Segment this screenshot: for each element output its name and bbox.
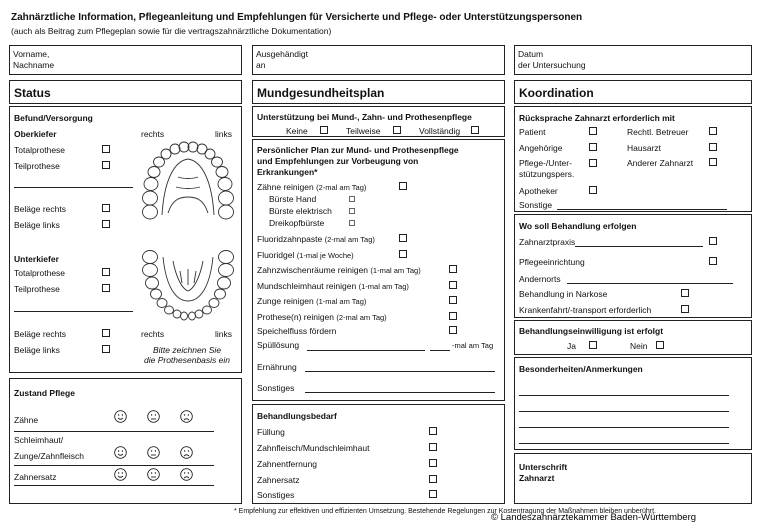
form-title: Zahnärztliche Information, Pflegeanleitung und Empfehlungen für Versicherte und Pflege- oder Unterstützungspersonen: [11, 12, 583, 23]
handed-label-1: Ausgehändigt: [256, 49, 308, 59]
smiley-neutral-icon[interactable]: [147, 446, 160, 459]
uk-belaege-links-checkbox[interactable]: [102, 345, 110, 353]
upper-jaw-diagram[interactable]: [138, 141, 238, 223]
ernaehrung-label: Ernährung: [257, 362, 297, 372]
footer-note: * Empfehlung zur effektiven und effizienten Umsetzung. Bestehende Regelungen zur Kostentragung der Maßnahmen bleiben unberührt.: [234, 508, 656, 515]
wo-andernorts-label: Andernorts: [519, 274, 561, 284]
zustand-schleimhaut-label: Schleimhaut/: [14, 435, 64, 445]
lower-jaw-diagram[interactable]: [138, 249, 238, 321]
speichel-checkbox[interactable]: [449, 326, 457, 334]
date-field[interactable]: [514, 45, 752, 75]
prothesen-label: [257, 312, 387, 323]
support-vollstaendig-label: Vollständig: [419, 126, 461, 136]
smiley-neutral-icon[interactable]: [147, 410, 160, 423]
uk-totalprothese-checkbox[interactable]: [102, 268, 110, 276]
bedarf-zahnfleisch-label: Zahnfleisch/Mundschleimhaut: [257, 443, 370, 453]
fluoridpaste-label: [257, 234, 375, 245]
bedarf-box: [252, 404, 505, 504]
bedarf-zahnersatz-checkbox[interactable]: [429, 475, 437, 483]
zaehne-reinigen-freq: (2-mal am Tag): [316, 183, 367, 192]
date-label-1: Datum: [518, 49, 544, 59]
rueck-angehoerige-checkbox[interactable]: [589, 143, 597, 151]
rueck-apotheker-checkbox[interactable]: [589, 186, 597, 194]
rueck-betreuer-checkbox[interactable]: [709, 127, 717, 135]
befund-heading: Befund/Versorgung: [14, 113, 93, 123]
rueck-sonstige-input[interactable]: [557, 209, 727, 210]
date-label-2: der Untersuchung: [518, 60, 586, 70]
ernaehrung-input[interactable]: [305, 371, 495, 372]
ok-teilprothese-checkbox[interactable]: [102, 161, 110, 169]
zunge-text: Zunge reinigen: [257, 296, 314, 306]
wo-krankenfahrt-checkbox[interactable]: [681, 305, 689, 313]
zaehne-reinigen-text: Zähne reinigen: [257, 182, 314, 192]
plan-title-3: Erkrankungen*: [257, 167, 318, 177]
wo-praxis-checkbox[interactable]: [709, 237, 717, 245]
wo-title: Wo soll Behandlung erfolgen: [519, 221, 637, 231]
einwilligung-box: [514, 320, 752, 355]
zustand-zunge-label: Zunge/Zahnfleisch: [14, 451, 84, 461]
rueck-angehoerige-label: Angehörige: [519, 143, 563, 153]
smiley-happy-icon[interactable]: [114, 468, 127, 481]
uk-teilprothese-label: Teilprothese: [14, 284, 60, 294]
wo-pflegeeinrichtung-checkbox[interactable]: [709, 257, 717, 265]
mundschleimhaut-text: Mundschleimhaut reinigen: [257, 281, 357, 291]
wo-narkose-checkbox[interactable]: [681, 289, 689, 297]
rueck-anderer-checkbox[interactable]: [709, 158, 717, 166]
unterkiefer-heading: Unterkiefer: [14, 254, 59, 264]
fluoridgel-checkbox[interactable]: [399, 250, 407, 258]
drawing-hint-2: die Prothesenbasis ein: [144, 355, 231, 365]
rueck-sonstige-label: Sonstige: [519, 200, 553, 210]
zustand-title: Zustand Pflege: [14, 388, 75, 398]
zunge-label: [257, 296, 366, 307]
bedarf-title: Behandlungsbedarf: [257, 411, 337, 421]
koordination-title-box: [514, 80, 752, 104]
uk-teilprothese-checkbox[interactable]: [102, 284, 110, 292]
rueck-hausarzt-label: Hausarzt: [627, 143, 662, 153]
oberkiefer-heading: Oberkiefer: [14, 129, 57, 139]
uk-belaege-rechts-checkbox[interactable]: [102, 329, 110, 337]
bedarf-sonstiges-checkbox[interactable]: [429, 490, 437, 498]
support-teilweise-label: Teilweise: [346, 126, 381, 136]
buerste-hand-label: Bürste Hand: [269, 194, 317, 204]
zustand-zahnersatz-label: Zahnersatz: [14, 472, 57, 482]
wo-box: [514, 214, 752, 318]
smiley-neutral-icon[interactable]: [147, 468, 160, 481]
besonder-line-3[interactable]: [519, 427, 729, 428]
speichel-label: Speichelfluss fördern: [257, 326, 337, 336]
status-title: Status: [14, 86, 51, 100]
fluoridpaste-checkbox[interactable]: [399, 234, 407, 242]
spuelloesung-freq-input[interactable]: [430, 350, 450, 351]
spuelloesung-input[interactable]: [307, 350, 425, 351]
bedarf-zahnersatz-label: Zahnersatz: [257, 475, 300, 485]
zwischenraeume-text: Zahnzwischenräume reinigen: [257, 265, 369, 275]
copyright: © Landeszahnärztekammer Baden-Württemberg: [491, 512, 697, 523]
ok-belaege-links-label: Beläge links: [14, 220, 60, 230]
bedarf-fuellung-label: Füllung: [257, 427, 285, 437]
name-field[interactable]: [9, 45, 242, 75]
rueck-anderer-label: Anderer Zahnarzt: [627, 158, 694, 168]
zustand-divider-1: [14, 431, 214, 432]
buerste-elektrisch-checkbox[interactable]: [349, 208, 355, 214]
zwischenraeume-checkbox[interactable]: [449, 265, 457, 273]
links-label-top: links: [215, 129, 233, 139]
drawing-hint-1: Bitte zeichnen Sie: [153, 345, 222, 355]
rueck-hausarzt-checkbox[interactable]: [709, 143, 717, 151]
rueck-box: [514, 106, 752, 212]
ok-entry-line[interactable]: [14, 187, 133, 188]
koordination-title: Koordination: [519, 86, 594, 100]
status-title-box: [9, 80, 242, 104]
spuelloesung-label: Spüllösung: [257, 340, 300, 350]
buerste-elektrisch-label: Bürste elektrisch: [269, 206, 332, 216]
zunge-checkbox[interactable]: [449, 296, 457, 304]
einwilligung-ja-label: Ja: [567, 341, 576, 351]
besonder-title: Besonderheiten/Anmerkungen: [519, 364, 643, 374]
besonder-line-1[interactable]: [519, 395, 729, 396]
smiley-sad-icon[interactable]: [180, 446, 193, 459]
smiley-sad-icon[interactable]: [180, 468, 193, 481]
mundschleimhaut-label: [257, 281, 409, 292]
besonder-line-4[interactable]: [519, 443, 729, 444]
form-subtitle: (auch als Beitrag zum Pflegeplan sowie für die vertragszahnärztliche Dokumentation): [11, 26, 332, 36]
rueck-pflege-checkbox[interactable]: [589, 159, 597, 167]
spuelloesung-unit: -mal am Tag: [452, 341, 494, 350]
zustand-divider-2: [14, 465, 214, 466]
rueck-patient-checkbox[interactable]: [589, 127, 597, 135]
plan-box: [252, 139, 505, 401]
einwilligung-nein-label: Nein: [630, 341, 648, 351]
bedarf-zahnentfernung-checkbox[interactable]: [429, 459, 437, 467]
rechts-label-bottom: rechts: [141, 329, 165, 339]
support-vollstaendig-checkbox[interactable]: [471, 126, 479, 134]
uk-entry-line[interactable]: [14, 311, 133, 312]
unterschrift-label-1: Unterschrift: [519, 462, 568, 472]
plan-title-2: und Empfehlungen zur Vorbeugung von: [257, 156, 419, 166]
besonder-line-2[interactable]: [519, 411, 729, 412]
wo-praxis-label: Zahnarztpraxis: [519, 237, 576, 247]
handed-field[interactable]: [252, 45, 505, 75]
handed-label-2: an: [256, 60, 266, 70]
name-label-2: Nachname: [13, 60, 55, 70]
wo-krankenfahrt-label: Krankenfahrt/-transport erforderlich: [519, 305, 652, 315]
mundschleimhaut-freq: (1-mal am Tag): [358, 282, 409, 291]
support-box: [252, 106, 505, 137]
smiley-sad-icon[interactable]: [180, 410, 193, 423]
mundplan-title-box: [252, 80, 505, 104]
rueck-title: Rücksprache Zahnarzt erforderlich mit: [519, 113, 675, 123]
smiley-happy-icon[interactable]: [114, 446, 127, 459]
plan-title-1: Persönlicher Plan zur Mund- und Prothesenpflege: [257, 145, 459, 155]
zaehne-reinigen-label: [257, 182, 366, 193]
besonder-box: [514, 357, 752, 450]
unterschrift-label-2: Zahnarzt: [519, 473, 555, 483]
prothesen-freq: (2-mal am Tag): [336, 313, 387, 322]
support-keine-checkbox[interactable]: [320, 126, 328, 134]
wo-narkose-label: Behandlung in Narkose: [519, 289, 608, 299]
rueck-patient-label: Patient: [519, 127, 546, 137]
zunge-freq: (1-mal am Tag): [316, 297, 367, 306]
einwilligung-nein-checkbox[interactable]: [656, 341, 664, 349]
ok-totalprothese-label: Totalprothese: [14, 145, 66, 155]
zaehne-reinigen-checkbox[interactable]: [399, 182, 407, 190]
dreikopf-checkbox[interactable]: [349, 220, 355, 226]
wo-pflegeeinrichtung-label: Pflegeeinrichtung: [519, 257, 585, 267]
einwilligung-ja-checkbox[interactable]: [589, 341, 597, 349]
dreikopf-label: Dreikopfbürste: [269, 218, 325, 228]
ok-belaege-links-checkbox[interactable]: [102, 220, 110, 228]
name-label-1: Vorname,: [13, 49, 50, 59]
rechts-label-top: rechts: [141, 129, 165, 139]
bedarf-zahnentfernung-label: Zahnentfernung: [257, 459, 318, 469]
fluoridpaste-freq: (2-mal am Tag): [324, 235, 375, 244]
links-label-bottom: links: [215, 329, 233, 339]
ok-belaege-rechts-label: Beläge rechts: [14, 204, 66, 214]
zustand-pflege-box: [9, 378, 242, 504]
sonstiges-plan-label: Sonstiges: [257, 383, 295, 393]
mundschleimhaut-checkbox[interactable]: [449, 281, 457, 289]
unterschrift-box[interactable]: [514, 453, 752, 504]
fluoridgel-label: [257, 250, 354, 261]
prothesen-checkbox[interactable]: [449, 312, 457, 320]
rueck-pflege-label-2: stützungspers.: [519, 169, 575, 179]
wo-andernorts-input[interactable]: [567, 283, 733, 284]
status-box: [9, 106, 242, 373]
fluoridpaste-text: Fluoridzahnpaste: [257, 234, 323, 244]
zwischenraeume-freq: (1-mal am Tag): [370, 266, 421, 275]
fluoridgel-text: Fluoridgel: [257, 250, 295, 260]
rueck-apotheker-label: Apotheker: [519, 186, 558, 196]
wo-praxis-input[interactable]: [575, 246, 703, 247]
smiley-happy-icon[interactable]: [114, 410, 127, 423]
zustand-divider-3: [14, 485, 214, 486]
uk-belaege-links-label: Beläge links: [14, 345, 60, 355]
rueck-pflege-label-1: Pflege-/Unter-: [519, 158, 572, 168]
uk-belaege-rechts-label: Beläge rechts: [14, 329, 66, 339]
ok-totalprothese-checkbox[interactable]: [102, 145, 110, 153]
uk-totalprothese-label: Totalprothese: [14, 268, 66, 278]
buerste-hand-checkbox[interactable]: [349, 196, 355, 202]
ok-teilprothese-label: Teilprothese: [14, 161, 60, 171]
support-keine-label: Keine: [286, 126, 308, 136]
einwilligung-title: Behandlungseinwilligung ist erfolgt: [519, 326, 664, 336]
zustand-zaehne-label: Zähne: [14, 415, 39, 425]
prothesen-text: Prothese(n) reinigen: [257, 312, 335, 322]
ok-belaege-rechts-checkbox[interactable]: [102, 204, 110, 212]
zwischenraeume-label: [257, 265, 421, 276]
support-teilweise-checkbox[interactable]: [393, 126, 401, 134]
support-title: Unterstützung bei Mund-, Zahn- und Prothesenpflege: [257, 112, 472, 122]
sonstiges-plan-input[interactable]: [305, 392, 495, 393]
fluoridgel-freq: (1-mal je Woche): [296, 251, 354, 260]
bedarf-zahnfleisch-checkbox[interactable]: [429, 443, 437, 451]
bedarf-fuellung-checkbox[interactable]: [429, 427, 437, 435]
rueck-betreuer-label: Rechtl. Betreuer: [627, 127, 689, 137]
mundplan-title: Mundgesundheitsplan: [257, 86, 385, 100]
bedarf-sonstiges-label: Sonstiges: [257, 490, 295, 500]
